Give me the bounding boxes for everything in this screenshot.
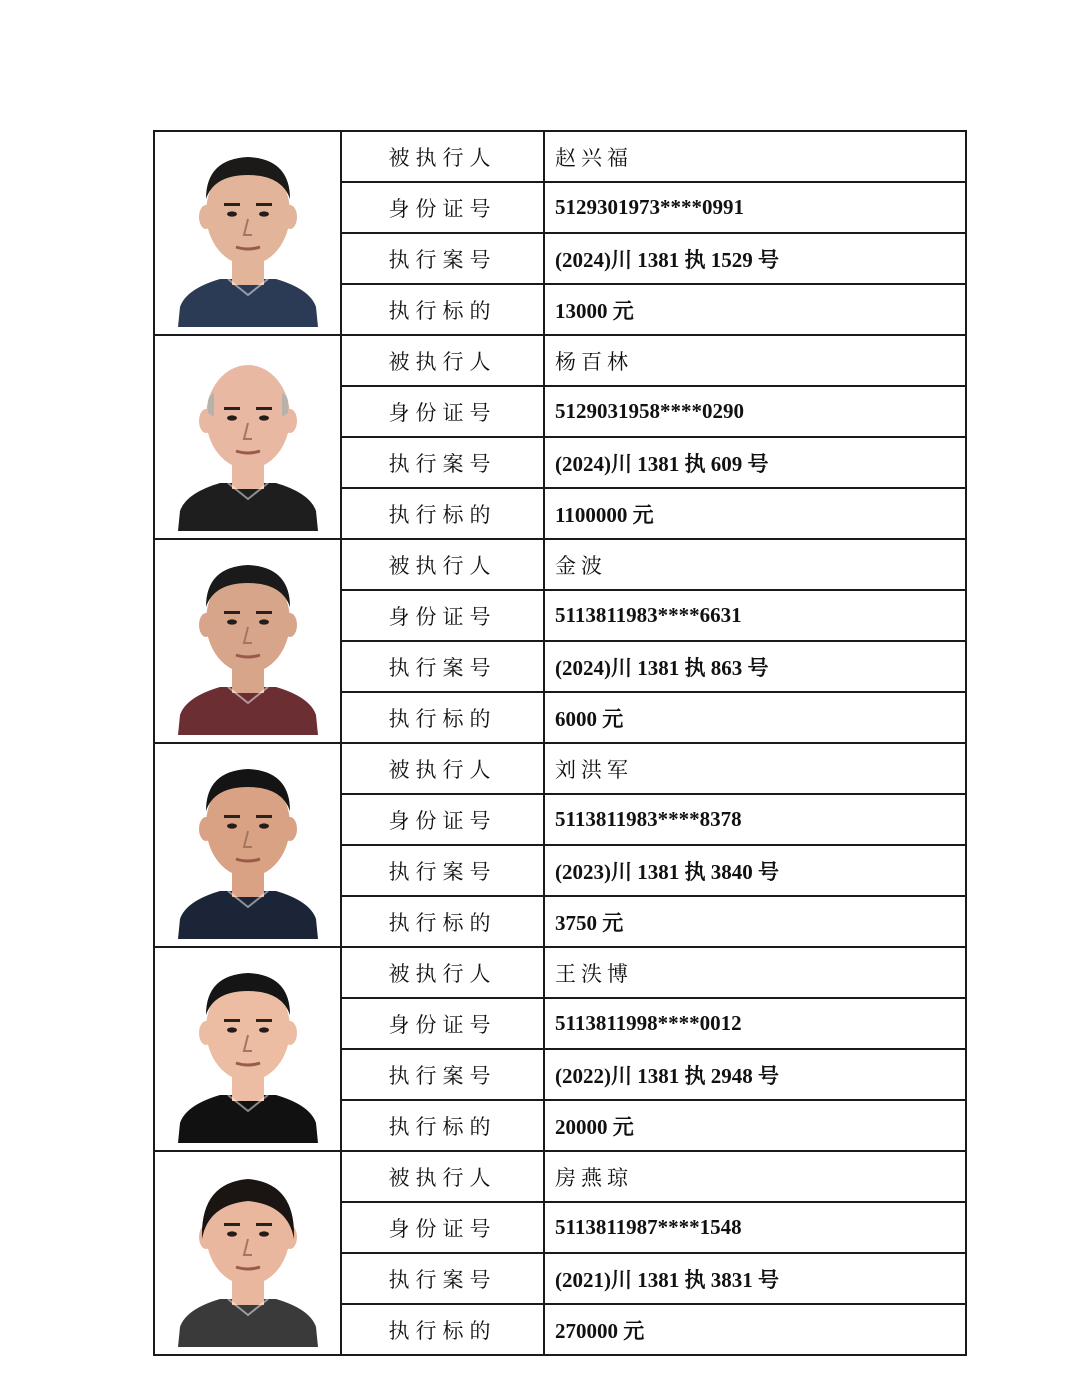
id-number-value: 5129031958****0290	[544, 386, 966, 437]
person-portrait-image	[170, 1159, 326, 1347]
person-4-row-name	[154, 743, 966, 794]
portrait-eyebrow-right	[256, 815, 272, 818]
person-photo-cell	[154, 1151, 341, 1355]
name-label: 被执行人	[341, 131, 544, 182]
portrait-eye-left	[227, 823, 237, 828]
debtor-table	[153, 130, 967, 1356]
amount-value: 270000 元	[544, 1304, 966, 1355]
id-number-value: 5113811983****8378	[544, 794, 966, 845]
person-2-row-name	[154, 335, 966, 386]
portrait-eye-right	[259, 1027, 269, 1032]
person-portrait-image	[170, 955, 326, 1143]
name-value: 金波	[544, 539, 966, 590]
portrait-eye-left	[227, 1027, 237, 1032]
case-number-value: (2021)川 1381 执 3831 号	[544, 1253, 966, 1304]
id-number-value: 5113811983****6631	[544, 590, 966, 641]
case-number-value: (2022)川 1381 执 2948 号	[544, 1049, 966, 1100]
id-number-label: 身份证号	[341, 386, 544, 437]
id-number-label: 身份证号	[341, 590, 544, 641]
person-5-row-name	[154, 947, 966, 998]
portrait-eyebrow-left	[224, 611, 240, 614]
case-number-label: 执行案号	[341, 641, 544, 692]
name-value: 房燕琼	[544, 1151, 966, 1202]
person-portrait-image	[170, 547, 326, 735]
person-1-row-name	[154, 131, 966, 182]
portrait-eye-right	[259, 211, 269, 216]
amount-label: 执行标的	[341, 896, 544, 947]
amount-label: 执行标的	[341, 488, 544, 539]
id-number-label: 身份证号	[341, 1202, 544, 1253]
portrait-eye-left	[227, 619, 237, 624]
id-number-label: 身份证号	[341, 794, 544, 845]
name-label: 被执行人	[341, 539, 544, 590]
name-value: 王泆博	[544, 947, 966, 998]
person-photo-cell	[154, 947, 341, 1151]
id-number-label: 身份证号	[341, 998, 544, 1049]
person-portrait-image	[170, 139, 326, 327]
case-number-label: 执行案号	[341, 233, 544, 284]
name-label: 被执行人	[341, 743, 544, 794]
portrait-eyebrow-left	[224, 815, 240, 818]
amount-value: 13000 元	[544, 284, 966, 335]
amount-label: 执行标的	[341, 1304, 544, 1355]
case-number-label: 执行案号	[341, 437, 544, 488]
id-number-value: 5129301973****0991	[544, 182, 966, 233]
name-label: 被执行人	[341, 335, 544, 386]
id-number-value: 5113811987****1548	[544, 1202, 966, 1253]
name-value: 刘洪军	[544, 743, 966, 794]
name-label: 被执行人	[341, 1151, 544, 1202]
case-number-value: (2024)川 1381 执 1529 号	[544, 233, 966, 284]
case-number-value: (2023)川 1381 执 3840 号	[544, 845, 966, 896]
portrait-eye-left	[227, 211, 237, 216]
id-number-value: 5113811998****0012	[544, 998, 966, 1049]
portrait-eyebrow-left	[224, 1223, 240, 1226]
portrait-eyebrow-left	[224, 1019, 240, 1022]
portrait-eyebrow-right	[256, 407, 272, 410]
amount-value: 3750 元	[544, 896, 966, 947]
case-number-label: 执行案号	[341, 1253, 544, 1304]
portrait-eye-left	[227, 1231, 237, 1236]
portrait-eye-right	[259, 415, 269, 420]
person-photo-cell	[154, 539, 341, 743]
case-number-value: (2024)川 1381 执 863 号	[544, 641, 966, 692]
amount-value: 6000 元	[544, 692, 966, 743]
person-portrait-image	[170, 343, 326, 531]
person-photo-cell	[154, 743, 341, 947]
portrait-eyebrow-left	[224, 203, 240, 206]
portrait-eye-right	[259, 619, 269, 624]
portrait-eye-right	[259, 823, 269, 828]
amount-value: 20000 元	[544, 1100, 966, 1151]
portrait-eye-right	[259, 1231, 269, 1236]
person-3-row-name	[154, 539, 966, 590]
person-6-row-name	[154, 1151, 966, 1202]
name-value: 赵兴福	[544, 131, 966, 182]
person-photo-cell	[154, 131, 341, 335]
person-portrait-image	[170, 751, 326, 939]
name-value: 杨百林	[544, 335, 966, 386]
id-number-label: 身份证号	[341, 182, 544, 233]
portrait-eyebrow-right	[256, 611, 272, 614]
portrait-eyebrow-right	[256, 1019, 272, 1022]
amount-label: 执行标的	[341, 692, 544, 743]
case-number-label: 执行案号	[341, 845, 544, 896]
name-label: 被执行人	[341, 947, 544, 998]
amount-label: 执行标的	[341, 284, 544, 335]
case-number-value: (2024)川 1381 执 609 号	[544, 437, 966, 488]
portrait-eyebrow-right	[256, 1223, 272, 1226]
portrait-eye-left	[227, 415, 237, 420]
amount-value: 1100000 元	[544, 488, 966, 539]
portrait-eyebrow-right	[256, 203, 272, 206]
case-number-label: 执行案号	[341, 1049, 544, 1100]
person-photo-cell	[154, 335, 341, 539]
amount-label: 执行标的	[341, 1100, 544, 1151]
portrait-eyebrow-left	[224, 407, 240, 410]
